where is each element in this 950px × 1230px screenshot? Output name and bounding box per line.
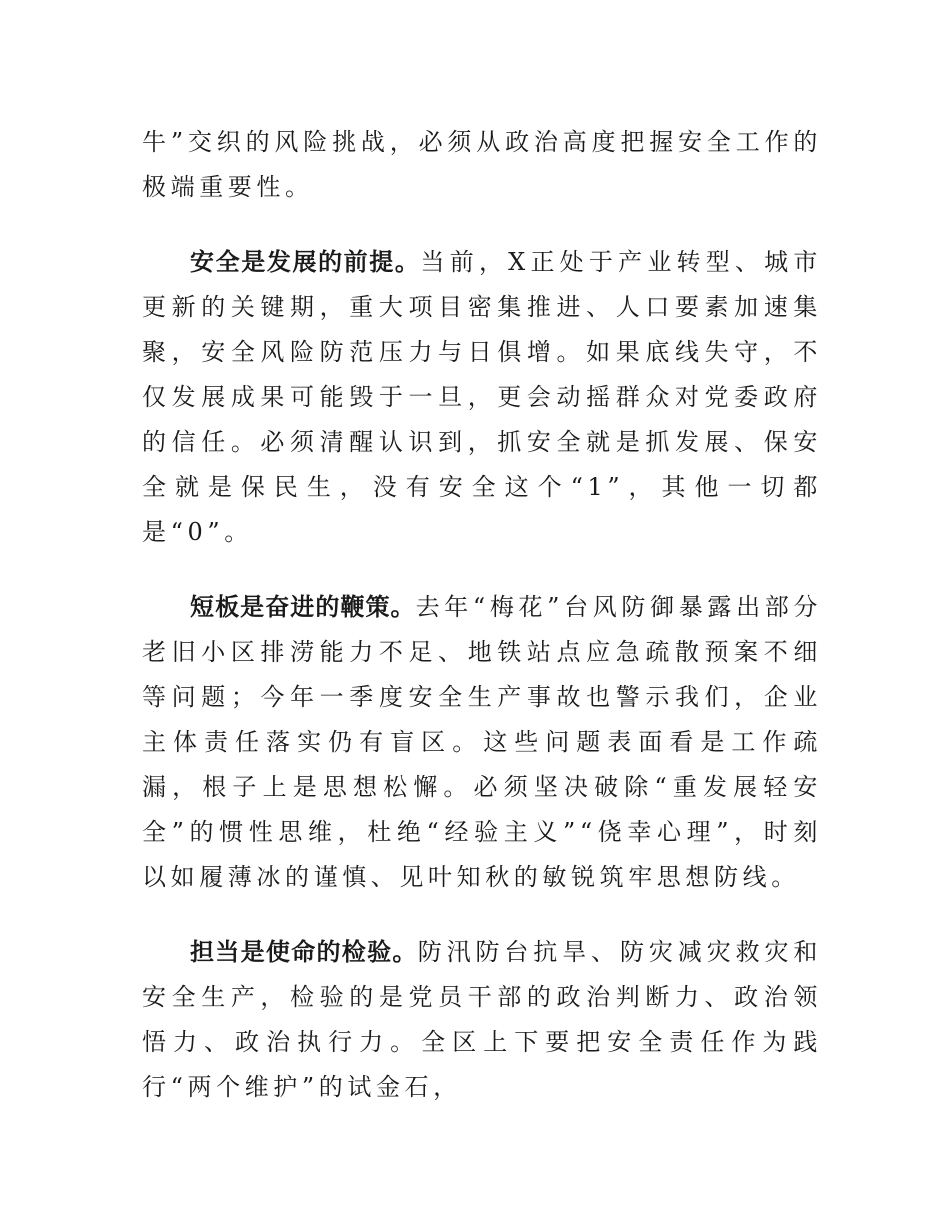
document-page: [142, 120, 822, 1140]
paragraph-continuation: [142, 120, 822, 210]
paragraph-shortcomings: [142, 585, 822, 900]
paragraph-lead: 担当是使命的检验。: [190, 938, 418, 966]
paragraph-text: 防汛防台抗旱、防灾减灾救灾和安全生产，检验的是党员干部的政治判断力、政治领悟力、政治执行力。全区上下要把安全责任作为践行“两个维护”的试金石，: [142, 938, 822, 1101]
paragraph-lead: 安全是发展的前提。: [190, 248, 421, 276]
paragraph-text: 牛”交织的风险挑战，必须从政治高度把握安全工作的极端重要性。: [142, 128, 822, 201]
paragraph-text: 去年“梅花”台风防御暴露出部分老旧小区排涝能力不足、地铁站点应急疏散预案不细等问题；今年一季度安全生产事故也警示我们，企业主体责任落实仍有盲区。这些问题表面看是工作疏漏，根子上是思想松懈。必须坚决破除“重发展轻安全”的惯性思维，杜绝“经验主义”“侥幸心理”，时刻以如履薄冰的谨慎、见叶知秋的敏锐筑牢思想防线。: [142, 593, 823, 891]
paragraph-responsibility: [142, 930, 822, 1110]
paragraph-text: 当前，X正处于产业转型、城市更新的关键期，重大项目密集推进、人口要素加速集聚，安全风险防范压力与日俱增。如果底线失守，不仅发展成果可能毁于一旦，更会动摇群众对党委政府的信任。必须清醒认识到，抓安全就是抓发展、保安全就是保民生，没有安全这个“1”，其他一切都是“0”。: [142, 248, 822, 546]
paragraph-lead: 短板是奋进的鞭策。: [190, 593, 416, 621]
paragraph-safety-premise: [142, 240, 822, 555]
